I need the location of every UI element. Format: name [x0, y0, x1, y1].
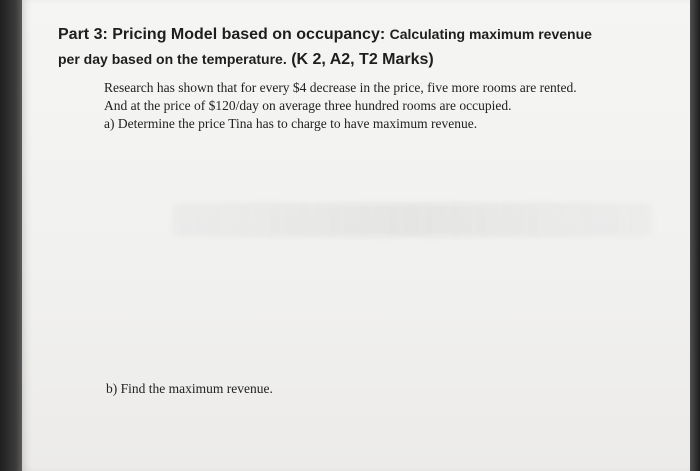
photo-backdrop-left [0, 0, 22, 471]
faded-bleed-through [172, 203, 652, 237]
problem-statement [104, 79, 674, 133]
problem-line: Research has shown that for every $4 decrease in the price, five more rooms are rented. [104, 80, 577, 95]
heading-subtitle-cont: per day based on the temperature. [58, 51, 287, 67]
section-heading [58, 22, 678, 72]
heading-title: Part 3: Pricing Model based on occupancy: [58, 26, 386, 43]
heading-subtitle: Calculating maximum revenue [389, 26, 592, 42]
problem-line: And at the price of $120/day on average three hundred rooms are occupied. [104, 98, 512, 113]
question-b: b) Find the maximum revenue. [106, 381, 273, 396]
heading-marks: (K 2, A2, T2 Marks) [291, 51, 434, 68]
photo-backdrop-right [690, 0, 700, 471]
question-a: a) Determine the price Tina has to charge to have maximum revenue. [104, 116, 478, 131]
worksheet-page [22, 0, 690, 471]
